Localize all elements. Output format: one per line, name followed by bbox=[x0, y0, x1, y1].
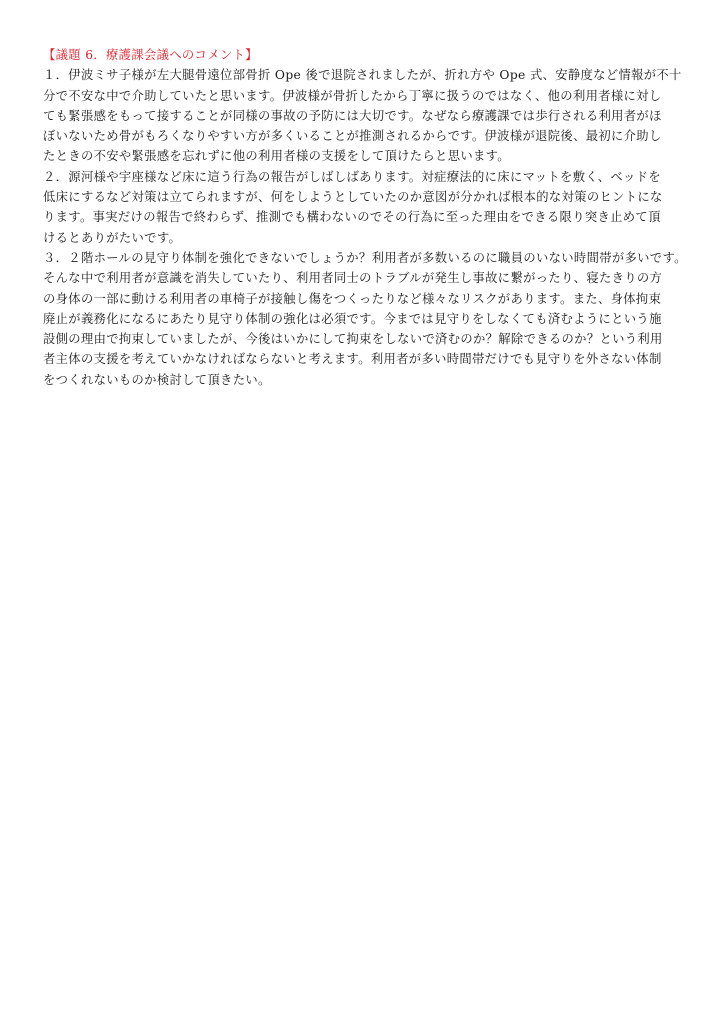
paragraph-line: 分で不安な中で介助していたと思います。伊波様が骨折したから丁寧に扱うのではなく、他の利用者様に対し bbox=[43, 88, 662, 103]
paragraph-line: 低床にするなど対策は立てられますが、何をしようとしていたのか意図が分かれば根本的な対策のヒントにな bbox=[43, 190, 663, 205]
document-page bbox=[43, 45, 687, 390]
paragraph-line: １．伊波ミサ子様が左大腿骨遠位部骨折 Ope 後で退院されましたが、折れ方や Ope 式、安静度など情報が不十 bbox=[43, 68, 682, 83]
comment-paragraph-2 bbox=[43, 167, 687, 248]
paragraph-line: ３．２階ホールの見守り体制を強化できないでしょうか？利用者が多数いるのに職員のいない時間帯が多いです。 bbox=[43, 250, 687, 265]
paragraph-line: そんな中で利用者が意識を消失していたり、利用者同士のトラブルが発生し事故に繋がったり、寝たきりの方 bbox=[43, 271, 663, 286]
paragraph-line: たときの不安や緊張感を忘れずに他の利用者様の支援をして頂けたらと思います。 bbox=[43, 149, 510, 164]
comment-paragraph-3 bbox=[43, 248, 687, 390]
paragraph-line: けるとありがたいです。 bbox=[43, 230, 182, 245]
comment-paragraph-1 bbox=[43, 65, 687, 166]
paragraph-line: 設側の理由で拘束していましたが、今後はいかにして拘束をしないで済むのか？解除できるのか？という利用 bbox=[43, 332, 663, 347]
agenda-heading: 【議題 6．療護課会議へのコメント】 bbox=[43, 48, 258, 62]
paragraph-line: ぼいないため骨がもろくなりやすい方が多くいることが推測されるからです。伊波様が退院後、最初に介助し bbox=[43, 129, 662, 144]
paragraph-line: ても緊張感をもって接することが同様の事故の予防には大切です。なぜなら療護課では歩行される利用者がほ bbox=[43, 108, 662, 123]
paragraph-line: ２．源河様や宇座様など床に這う行為の報告がしばしばあります。対症療法的に床にマットを敷く、ベッドを bbox=[43, 169, 661, 184]
paragraph-line: 者主体の支援を考えていかなければならないと考えます。利用者が多い時間帯だけでも見守りを外さない体制 bbox=[43, 352, 662, 367]
paragraph-line: 廃止が義務化になるにあたり見守り体制の強化は必須です。今までは見守りをしなくても済むようにという施 bbox=[43, 311, 662, 326]
paragraph-line: をつくれないものか検討して頂きたい。 bbox=[43, 372, 271, 387]
paragraph-line: ります。事実だけの報告で終わらず、推測でも構わないのでその行為に至った理由をできる限り突き止めて頂 bbox=[43, 210, 661, 225]
paragraph-line: の身体の一部に動ける利用者の車椅子が接触し傷をつくったりなど様々なリスクがあります。また、身体拘束 bbox=[43, 291, 662, 306]
